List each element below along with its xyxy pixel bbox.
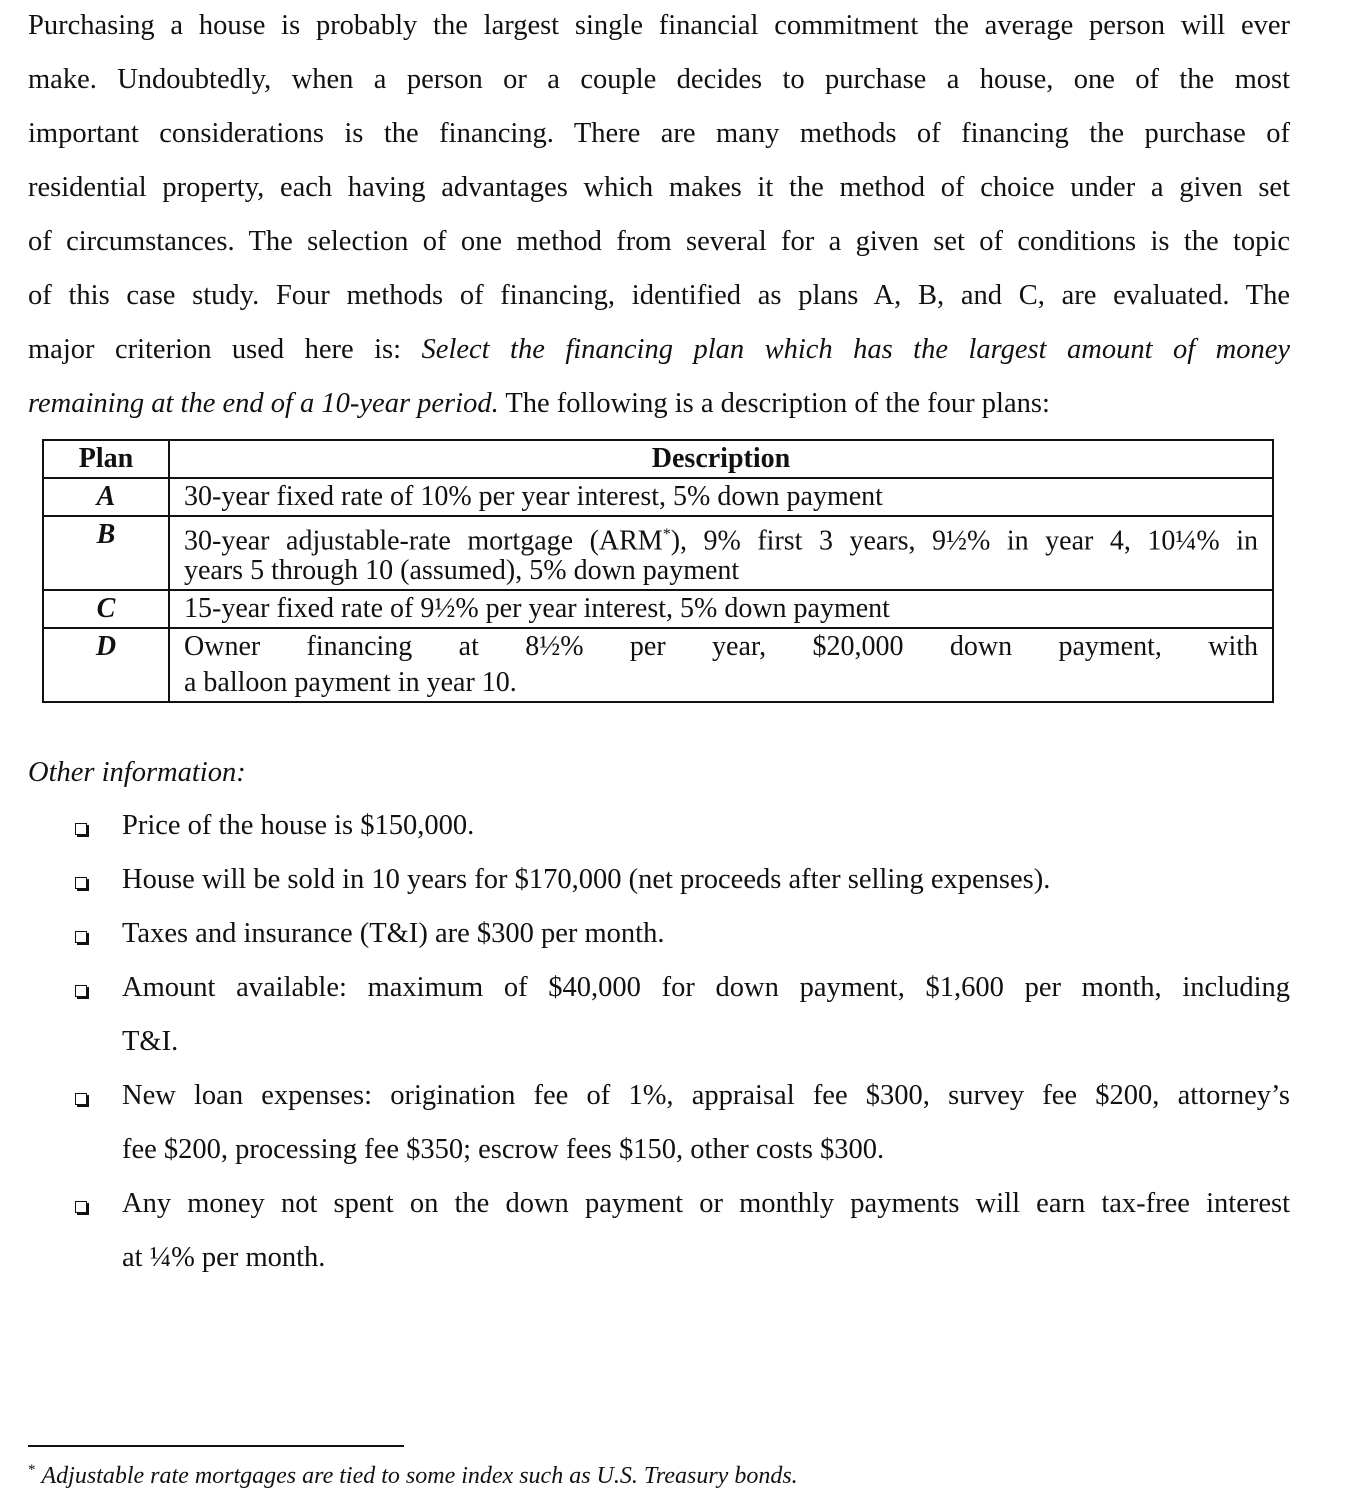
list-item-text: Taxes and insurance (T&I) are $300 per month. bbox=[122, 918, 665, 949]
plan-cell: D bbox=[43, 628, 169, 702]
description-cell bbox=[169, 628, 1273, 702]
table-row bbox=[43, 516, 1273, 590]
square-bullet-icon bbox=[75, 985, 87, 997]
square-bullet-icon bbox=[75, 877, 87, 889]
intro-line: Purchasing a house is probably the largest single financial commitment the average person will ever bbox=[28, 10, 1290, 41]
criterion-text: Select the financing plan which has the largest amount of money bbox=[421, 334, 1290, 365]
intro-line: residential property, each having advantages which makes it the method of choice under a given set bbox=[28, 172, 1290, 203]
other-info-heading: Other information: bbox=[28, 757, 246, 788]
description-line: Owner financing at 8½% per year, $20,000 down payment, with bbox=[184, 631, 1258, 662]
list-item-text: fee $200, processing fee $350; escrow fees $150, other costs $300. bbox=[122, 1134, 885, 1165]
other-info-list bbox=[75, 800, 1290, 1286]
list-item bbox=[75, 908, 1290, 962]
plans-table bbox=[42, 439, 1274, 703]
intro-line: important considerations is the financing. There are many methods of financing the purchase of bbox=[28, 118, 1290, 149]
list-item-text: House will be sold in 10 years for $170,000 (net proceeds after selling expenses). bbox=[122, 864, 1051, 895]
list-item bbox=[75, 962, 1290, 1070]
list-item bbox=[75, 1178, 1290, 1286]
footnote-divider bbox=[28, 1445, 404, 1447]
list-item-text: Price of the house is $150,000. bbox=[122, 810, 475, 841]
list-item-text: Any money not spent on the down payment or monthly payments will earn tax-free interest bbox=[122, 1188, 1290, 1219]
description-header: Description bbox=[169, 440, 1273, 478]
intro-text: major criterion used here is: bbox=[28, 334, 422, 365]
description-line: 30-year adjustable-rate mortgage (ARM*), 9% first 3 years, 9½% in year 4, 10¼% in bbox=[184, 525, 1258, 557]
footnote bbox=[28, 1462, 798, 1490]
description-line: a balloon payment in year 10. bbox=[184, 667, 517, 698]
footnote-text: Adjustable rate mortgages are tied to some index such as U.S. Treasury bonds. bbox=[41, 1463, 798, 1489]
list-item-text: T&I. bbox=[122, 1026, 179, 1057]
intro-line: make. Undoubtedly, when a person or a couple decides to purchase a house, one of the most bbox=[28, 64, 1290, 95]
list-item bbox=[75, 800, 1290, 854]
description-line: 15-year fixed rate of 9½% per year interest, 5% down payment bbox=[184, 593, 890, 624]
intro-line: of circumstances. The selection of one method from several for a given set of conditions is the topic bbox=[28, 226, 1290, 257]
list-item bbox=[75, 1070, 1290, 1178]
description-cell bbox=[169, 516, 1273, 590]
intro-line bbox=[28, 378, 1290, 432]
description-cell bbox=[169, 590, 1273, 628]
list-item bbox=[75, 854, 1290, 908]
square-bullet-icon bbox=[75, 1093, 87, 1105]
footnote-mark: * bbox=[28, 1462, 36, 1478]
square-bullet-icon bbox=[75, 931, 87, 943]
plan-cell: C bbox=[43, 590, 169, 628]
square-bullet-icon bbox=[75, 823, 87, 835]
table-row bbox=[43, 590, 1273, 628]
list-item-text: at ¼% per month. bbox=[122, 1242, 326, 1273]
plan-cell: A bbox=[43, 478, 169, 516]
description-line: 30-year fixed rate of 10% per year interest, 5% down payment bbox=[184, 481, 883, 512]
description-line: years 5 through 10 (assumed), 5% down payment bbox=[184, 555, 740, 586]
intro-line bbox=[28, 324, 1290, 378]
intro-line: of this case study. Four methods of financing, identified as plans A, B, and C, are evaluated. The bbox=[28, 280, 1290, 311]
plan-cell: B bbox=[43, 516, 169, 590]
intro-paragraph bbox=[28, 0, 1290, 432]
table-header-row bbox=[43, 440, 1273, 478]
list-item-text: New loan expenses: origination fee of 1%, appraisal fee $300, survey fee $200, attorney’s bbox=[122, 1080, 1290, 1111]
description-cell bbox=[169, 478, 1273, 516]
list-item-text: Amount available: maximum of $40,000 for down payment, $1,600 per month, including bbox=[122, 972, 1290, 1003]
table-row bbox=[43, 628, 1273, 702]
intro-text: The following is a description of the four plans: bbox=[498, 388, 1050, 419]
table-row bbox=[43, 478, 1273, 516]
square-bullet-icon bbox=[75, 1201, 87, 1213]
criterion-text: remaining at the end of a 10-year period. bbox=[28, 388, 499, 419]
plan-header: Plan bbox=[43, 440, 169, 478]
